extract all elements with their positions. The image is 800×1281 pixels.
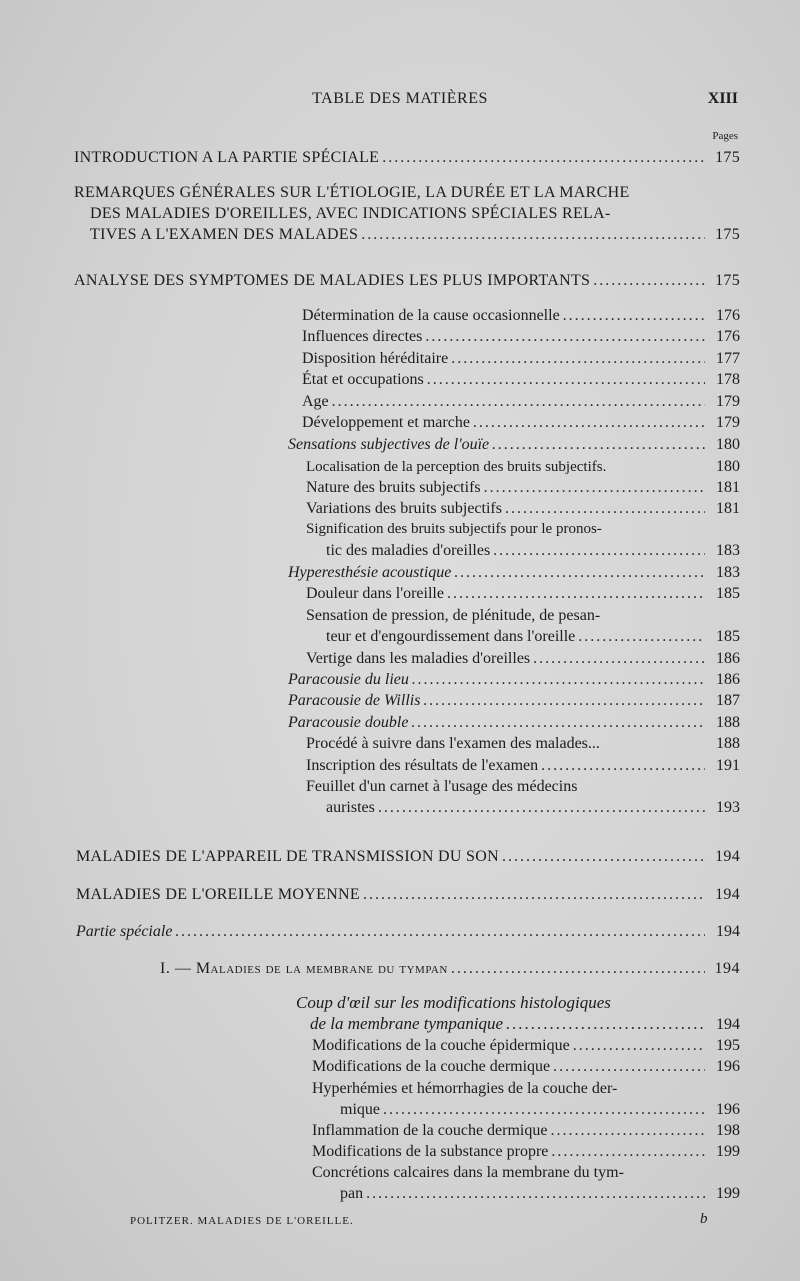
toc-entry-title: Paracousie du lieu: [288, 671, 409, 688]
toc-entry: [306, 733, 740, 754]
toc-entry: [306, 498, 740, 519]
toc-entry-title: MALADIES DE L'APPAREIL DE TRANSMISSION DU SON: [76, 848, 499, 865]
leader-dots: [593, 270, 705, 291]
toc-entry: [76, 884, 740, 905]
toc-entry-page: 179: [716, 393, 740, 410]
toc-entry-title: pan: [340, 1185, 364, 1202]
leader-dots: [383, 1099, 705, 1120]
leader-dots: [578, 626, 705, 647]
toc-entry-page: 191: [716, 757, 740, 774]
toc-entry: [306, 519, 740, 561]
leader-dots: [573, 1035, 705, 1056]
toc-entry: [288, 669, 740, 690]
toc-entry: [76, 846, 740, 867]
leader-dots: [363, 884, 705, 905]
toc-entry: [306, 456, 740, 478]
toc-entry-line: Hyperhémies et hémorrhagies de la couche der-: [312, 1080, 618, 1097]
toc-entry-page: 186: [716, 671, 740, 688]
toc-entry-title: Modifications de la couche dermique: [312, 1058, 551, 1075]
toc-entry-page: 196: [716, 1058, 740, 1075]
toc-entry-page: 193: [716, 799, 740, 816]
leader-dots: [493, 540, 705, 561]
leader-dots: [423, 690, 705, 711]
leader-dots: [551, 1141, 705, 1162]
toc-entry-title: Disposition héréditaire: [302, 350, 449, 367]
leader-dots: [505, 498, 705, 519]
toc-entry: [312, 1162, 740, 1204]
toc-entry-page: 188: [716, 714, 740, 731]
toc-entry-page: 175: [715, 272, 740, 289]
running-title: TABLE DES MATIÈRES: [312, 90, 488, 107]
leader-dots: [506, 1013, 705, 1034]
toc-entry: [160, 958, 740, 979]
toc-entry-title: Sensations subjectives de l'ouïe: [288, 436, 490, 453]
toc-entry: [74, 270, 740, 291]
toc-entry-page: 194: [716, 1016, 740, 1033]
toc-entry-title: État et occupations: [302, 371, 424, 388]
leader-dots: [382, 147, 705, 168]
toc-entry: [312, 1035, 740, 1056]
toc-entry-title: Hyperesthésie acoustique: [288, 564, 452, 581]
toc-entry-title: Paracousie double: [288, 714, 409, 731]
toc-entry-page: 194: [716, 923, 740, 940]
leader-dots: [361, 224, 705, 245]
toc-entry-page: 198: [716, 1122, 740, 1139]
toc-entry-title: tic des maladies d'oreilles: [326, 542, 491, 559]
toc-entry: [302, 412, 740, 433]
signature-mark: b: [700, 1211, 708, 1227]
toc-entry-page: 181: [716, 500, 740, 517]
toc-entry-line: DES MALADIES D'OREILLES, AVEC INDICATIONS SPÉCIALES RELA-: [90, 205, 611, 222]
leader-dots: [412, 669, 705, 690]
toc-entry: [312, 1056, 740, 1077]
toc-entry-title: Influences directes: [302, 328, 423, 345]
page-header: [0, 90, 800, 114]
leader-dots: [563, 305, 705, 326]
toc-entry-page: 177: [716, 350, 740, 367]
toc-entry-page: 175: [715, 149, 740, 166]
page-number: XIII: [707, 90, 738, 107]
toc-entry: [288, 434, 740, 455]
toc-entry-title: Détermination de la cause occasionnelle: [302, 307, 560, 324]
leader-dots: [427, 369, 705, 390]
toc-entry-page: 194: [715, 886, 740, 903]
toc-entry: [296, 992, 740, 1035]
leader-dots: [366, 1183, 705, 1204]
leader-dots: [553, 1056, 705, 1077]
toc-entry: [288, 690, 740, 711]
toc-entry-line: Coup d'œil sur les modifications histologiques: [296, 993, 611, 1012]
toc-entry: [312, 1120, 740, 1141]
toc-entry-title: Douleur dans l'oreille: [306, 585, 444, 602]
toc-entry: [306, 583, 740, 604]
toc-entry-page: 188: [716, 735, 740, 752]
leader-dots: [541, 755, 705, 776]
footer-signature-line: POLITZER. MALADIES DE L'OREILLE.: [130, 1215, 354, 1227]
toc-entry: [288, 712, 740, 733]
toc-entry-page: 186: [716, 650, 740, 667]
toc-entry-page: 199: [716, 1143, 740, 1160]
toc-entry-title: Partie spéciale: [76, 923, 173, 940]
toc-entry: [306, 477, 740, 498]
toc-entry: [302, 391, 740, 412]
toc-entry: [312, 1078, 740, 1120]
toc-entry: [302, 348, 740, 369]
toc-entry-page: 181: [716, 479, 740, 496]
toc-entry-page: 183: [716, 542, 740, 559]
toc-entry: [74, 182, 740, 245]
toc-entry: [76, 921, 740, 942]
toc-entry-title: Localisation de la perception des bruits subjectifs.: [306, 459, 607, 475]
toc-entry-page: 199: [716, 1185, 740, 1202]
toc-entry-title: Procédé à suivre dans l'examen des malades...: [306, 735, 600, 752]
toc-entry-title: INTRODUCTION A LA PARTIE SPÉCIALE: [74, 149, 380, 166]
toc-entry-title: teur et d'engourdissement dans l'oreille: [326, 628, 576, 645]
toc-entry: [306, 776, 740, 818]
toc-entry-title: mique: [340, 1101, 380, 1118]
toc-entry-page: 179: [716, 414, 740, 431]
toc-entry-title: TIVES A L'EXAMEN DES MALADES: [90, 226, 359, 243]
toc-entry-page: 196: [716, 1101, 740, 1118]
toc-entry-line: REMARQUES GÉNÉRALES SUR L'ÉTIOLOGIE, LA DURÉE ET LA MARCHE: [74, 184, 630, 201]
leader-dots: [411, 712, 705, 733]
toc-entry-title: Modifications de la couche épidermique: [312, 1037, 570, 1054]
toc-entry-page: 180: [716, 436, 740, 453]
leader-dots: [502, 846, 705, 867]
toc-entry-page: 185: [716, 585, 740, 602]
toc-entry: [306, 648, 740, 669]
leader-dots: [492, 434, 705, 455]
toc-entry-title: Inscription des résultats de l'examen: [306, 757, 539, 774]
toc-entry-page: 183: [716, 564, 740, 581]
toc-entry-page: 178: [716, 371, 740, 388]
leader-dots: [473, 412, 705, 433]
leader-dots: [447, 583, 705, 604]
leader-dots: [454, 562, 705, 583]
toc-entry: [312, 1141, 740, 1162]
leader-dots: [533, 648, 705, 669]
toc-entry: [302, 305, 740, 326]
toc-entry-page: 187: [716, 692, 740, 709]
leader-dots: [451, 958, 705, 979]
toc-entry: [306, 755, 740, 776]
toc-entry-title: Variations des bruits subjectifs: [306, 500, 502, 517]
toc-entry-title: de la membrane tympanique: [310, 1014, 504, 1033]
toc-entry-title: Age: [302, 393, 329, 410]
toc-entry-title: MALADIES DE L'OREILLE MOYENNE: [76, 886, 360, 903]
toc-entry-title: Modifications de la substance propre: [312, 1143, 549, 1160]
toc-entry-line: Sensation de pression, de plénitude, de pesan-: [306, 607, 601, 624]
toc-entry-title: Nature des bruits subjectifs: [306, 479, 481, 496]
toc-entry-page: 185: [716, 628, 740, 645]
toc-entry-page: 195: [716, 1037, 740, 1054]
toc-entry-page: 175: [715, 226, 740, 243]
toc-entry: [302, 369, 740, 390]
toc-entry-page: 180: [716, 458, 740, 475]
toc-entry-title: ANALYSE DES SYMPTOMES DE MALADIES LES PLUS IMPORTANTS: [74, 272, 591, 289]
toc-entry-title: auristes: [326, 799, 375, 816]
toc-entry-title: I. — Maladies de la membrane du tympan: [160, 960, 448, 977]
leader-dots: [451, 348, 705, 369]
toc-entry-title: Inflammation de la couche dermique: [312, 1122, 548, 1139]
toc-entry-title: Développement et marche: [302, 414, 470, 431]
toc-entry: [306, 605, 740, 647]
toc-entry-page: 194: [715, 848, 740, 865]
toc-entry-title: Vertige dans les maladies d'oreilles: [306, 650, 531, 667]
leader-dots: [550, 1120, 705, 1141]
toc-entry-page: 176: [716, 307, 740, 324]
toc-entry-title: Paracousie de Willis: [288, 692, 421, 709]
toc-entry: [288, 562, 740, 583]
toc-entry-line: Signification des bruits subjectifs pour le pronos-: [306, 521, 602, 537]
leader-dots: [378, 797, 705, 818]
pages-column-label: Pages: [712, 130, 738, 142]
leader-dots: [175, 921, 705, 942]
toc-entry-page: 194: [714, 960, 740, 977]
leader-dots: [425, 326, 705, 347]
leader-dots: [484, 477, 705, 498]
toc-entry: [302, 326, 740, 347]
toc-entry-page: 176: [716, 328, 740, 345]
toc-entry: [74, 147, 740, 168]
toc-entry-line: Feuillet d'un carnet à l'usage des médecins: [306, 778, 578, 795]
toc-entry-line: Concrétions calcaires dans la membrane du tym-: [312, 1164, 624, 1181]
leader-dots: [332, 391, 705, 412]
